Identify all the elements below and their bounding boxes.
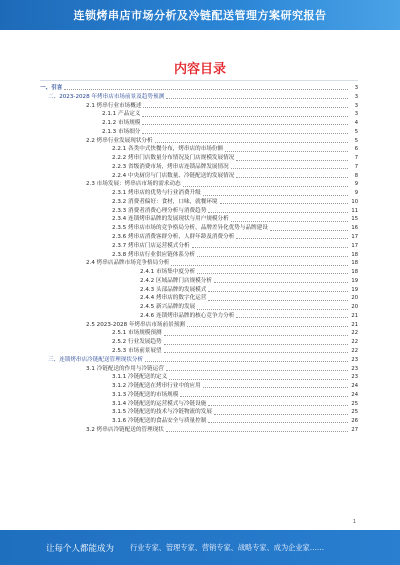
toc-entry-label: 2.1.3 市场细分 — [102, 128, 141, 135]
toc-entry[interactable] — [40, 145, 358, 154]
toc-entry-page: 20 — [351, 304, 358, 311]
toc-entry[interactable] — [40, 163, 358, 172]
toc-entry[interactable] — [40, 207, 358, 216]
toc-entry-label: 2.5.1 市场规模预测 — [112, 330, 162, 337]
toc-entry-page: 16 — [351, 225, 358, 232]
toc-dot-leader — [270, 229, 348, 231]
toc-entry[interactable] — [40, 93, 358, 102]
footer-slogan-right: 行业专家、管理专家、营销专家、战略专家、成为企业家…… — [130, 542, 325, 552]
toc-dot-leader — [183, 185, 348, 187]
toc-entry[interactable] — [40, 198, 358, 207]
toc-dot-leader — [164, 351, 348, 353]
header-banner — [0, 0, 400, 30]
toc-entry-label: 2.2.2 烤串门店数量分布情况及门店规模发展情况 — [112, 155, 235, 162]
toc-entry-page: 9 — [354, 190, 358, 197]
toc-dot-leader — [231, 167, 348, 169]
toc-entry-page: 21 — [351, 321, 358, 328]
toc-entry-label: 2.3.1 烤串店的优势与行业消费升级 — [112, 190, 201, 197]
toc-dot-leader — [155, 141, 348, 143]
toc-entry-label: 3.1.6 冷链配送的食品安全与质量控制 — [112, 418, 207, 425]
toc-entry-page: 5 — [354, 137, 358, 144]
toc-entry-label: 一、引言 — [40, 85, 63, 91]
toc-entry[interactable] — [40, 312, 358, 321]
toc-entry[interactable] — [40, 286, 358, 295]
toc-dot-leader — [208, 299, 348, 301]
toc-dot-leader — [236, 159, 348, 161]
toc-entry-page: 23 — [351, 374, 358, 381]
toc-entry[interactable] — [40, 259, 358, 268]
toc-entry-page: 11 — [351, 207, 358, 214]
toc-entry[interactable] — [40, 172, 358, 181]
toc-entry-label: 2.2.1 各类中式快餐分布，烤串店的市场份额 — [112, 146, 224, 153]
toc-entry-label: 2.4.3 头部品牌的发展模式 — [140, 286, 207, 293]
toc-dot-leader — [214, 281, 348, 283]
toc-entry-label: 3.1.1 冷链配送的定义 — [112, 374, 168, 381]
toc-dot-leader — [236, 316, 348, 318]
toc-dot-leader — [171, 264, 348, 266]
toc-dot-leader — [197, 308, 348, 310]
toc-entry[interactable] — [40, 110, 358, 119]
toc-dot-leader — [208, 211, 348, 213]
toc-divider — [40, 80, 358, 81]
toc-entry[interactable] — [40, 215, 358, 224]
toc-dot-leader — [145, 360, 348, 362]
toc-entry[interactable] — [40, 391, 358, 400]
toc-dot-leader — [192, 246, 348, 248]
toc-dot-leader — [142, 132, 348, 134]
toc-dot-leader — [203, 386, 348, 388]
toc-entry-page: 22 — [351, 330, 358, 337]
toc-dot-leader — [208, 404, 348, 406]
toc-entry-page: 5 — [354, 128, 358, 135]
toc-entry-page: 7 — [354, 163, 358, 170]
toc-entry-page: 22 — [351, 339, 358, 346]
toc-dot-leader — [187, 325, 348, 327]
toc-entry-page: 23 — [351, 365, 358, 372]
toc-entry-label: 2.1 烤串行业市场概述 — [86, 102, 142, 109]
toc-entry[interactable] — [40, 119, 358, 128]
toc-dot-leader — [180, 395, 348, 397]
toc-entry[interactable] — [40, 400, 358, 409]
toc-dot-leader — [169, 378, 348, 380]
toc-entry-label: 2.4.6 连锁烤串品牌的核心竞争力分析 — [140, 312, 235, 319]
toc-entry[interactable] — [40, 84, 358, 93]
toc-dot-leader — [142, 115, 348, 117]
toc-entry[interactable] — [40, 268, 358, 277]
toc-dot-leader — [142, 123, 348, 125]
toc-dot-leader — [236, 176, 348, 178]
toc-entry-page: 3 — [354, 111, 358, 118]
toc-entry-page: 25 — [351, 409, 358, 416]
toc-entry-page: 3 — [354, 93, 358, 100]
toc-entry-label: 2.3.2 消费者偏好：食材，口味，就餐环境 — [112, 198, 218, 205]
toc-entry-label: 2.3.7 烤串店门店运营模式分析 — [112, 242, 190, 249]
toc-entry[interactable] — [40, 329, 358, 338]
toc-entry-page: 3 — [354, 102, 358, 109]
toc-entry-label: 3.1.3 冷链配送的市场规模 — [112, 391, 179, 398]
toc-dot-leader — [225, 150, 348, 152]
toc-entry-label: 2.3.8 烤串店行业供应链体系分析 — [112, 251, 196, 258]
toc-entry-label: 三、连锁烤串店冷链配送管理现状分析 — [48, 356, 144, 363]
toc-entry-label: 2.4.4 烤串店的数字化运营 — [140, 295, 207, 302]
toc-entry-page: 6 — [354, 146, 358, 153]
toc-entry-label: 2.5.3 市场前景展望 — [112, 347, 162, 354]
toc-entry-page: 18 — [351, 260, 358, 267]
toc-entry-page: 10 — [351, 198, 358, 205]
toc-entry-label: 2.3.4 连锁烤串品牌的发展现状与用户规模分析 — [112, 216, 229, 223]
toc-entry[interactable] — [40, 233, 358, 242]
footer-banner — [0, 530, 400, 565]
toc-entry-label: 3.1 冷链配送的作用与冷链运营 — [86, 365, 164, 372]
toc-entry[interactable] — [40, 251, 358, 260]
toc-dot-leader — [166, 97, 348, 99]
toc-entry[interactable] — [40, 294, 358, 303]
toc-dot-leader — [164, 343, 348, 345]
toc-entry-page: 17 — [351, 234, 358, 241]
toc-entry[interactable] — [40, 426, 358, 435]
toc-entry-page: 25 — [351, 400, 358, 407]
toc-entry[interactable] — [40, 338, 358, 347]
toc-entry-label: 3.1.5 冷链配送的技术与冷链物流的发展 — [112, 409, 212, 416]
toc-entry-page: 4 — [354, 120, 358, 127]
toc-dot-leader — [203, 194, 348, 196]
toc-entry-page: 17 — [351, 242, 358, 249]
toc-dot-leader — [166, 369, 348, 371]
toc-entry[interactable] — [40, 408, 358, 417]
toc-entry-label: 2.3.3 消费者消费心理分析与消费趋势 — [112, 207, 207, 214]
toc-entry[interactable] — [40, 373, 358, 382]
toc-entry-page: 7 — [354, 155, 358, 162]
toc-entry-label: 3.1.2 冷链配送在烤串行业中的应用 — [112, 383, 201, 390]
toc-entry-page: 20 — [351, 295, 358, 302]
toc-entry[interactable] — [40, 154, 358, 163]
page-number: 1 — [352, 519, 356, 525]
toc-entry-label: 二、2023-2028 年烤串店市场前景及趋势预测 — [48, 93, 165, 100]
toc-entry-page: 27 — [351, 426, 358, 433]
toc-entry-page: 26 — [351, 418, 358, 425]
report-title: 连锁烤串店市场分析及冷链配送管理方案研究报告 — [73, 9, 327, 22]
toc-entry[interactable] — [40, 321, 358, 330]
toc-entry-page: 19 — [351, 277, 358, 284]
toc-heading: 内容目录 — [173, 62, 226, 77]
toc-entry[interactable] — [40, 365, 358, 374]
toc-entry-label: 2.5 2023-2028 年烤串店市场前景预测 — [86, 321, 185, 328]
toc-entry-label: 2.3 市场发展：烤串店市场的需求动态 — [86, 181, 181, 188]
toc-entry-page: 23 — [351, 356, 358, 363]
toc-dot-leader — [164, 334, 348, 336]
toc-entry[interactable] — [40, 277, 358, 286]
toc-entry-label: 2.3.5 烤串店市场的竞争格局分析，品牌差异化优势与品牌建设 — [112, 225, 268, 232]
toc-entry-page: 18 — [351, 251, 358, 258]
toc-dot-leader — [197, 255, 348, 257]
table-of-contents — [40, 84, 358, 435]
toc-dot-leader — [208, 421, 348, 423]
toc-entry[interactable] — [40, 356, 358, 365]
toc-entry[interactable] — [40, 417, 358, 426]
toc-entry-label: 2.4.2 区域品牌门店规模分析 — [140, 277, 212, 284]
toc-entry[interactable] — [40, 128, 358, 137]
toc-dot-leader — [214, 413, 348, 415]
toc-dot-leader — [197, 272, 348, 274]
toc-entry-page: 18 — [351, 269, 358, 276]
toc-dot-leader — [166, 430, 348, 432]
toc-entry-label: 2.4.1 市场集中度分析 — [140, 269, 196, 276]
toc-entry-page: 3 — [354, 85, 358, 91]
toc-entry-page: 21 — [351, 312, 358, 319]
toc-dot-leader — [64, 88, 348, 90]
toc-entry-page: 15 — [351, 216, 358, 223]
toc-entry[interactable] — [40, 180, 358, 189]
toc-entry[interactable] — [40, 303, 358, 312]
toc-entry-page: 9 — [354, 181, 358, 188]
toc-entry-label: 2.3.6 烤串店消费客群分析，人群年龄及消费分析 — [112, 234, 235, 241]
toc-entry-label: 2.2.4 中央厨房与门店数量、冷链配送的发展情况 — [112, 172, 235, 179]
toc-entry-page: 19 — [351, 286, 358, 293]
toc-entry-label: 2.2.3 省级消费市场，烤串店连锁品牌发展情况 — [112, 163, 229, 170]
toc-entry-page: 24 — [351, 391, 358, 398]
toc-entry-label: 2.1.2 市场规模 — [102, 120, 141, 127]
toc-entry-page: 24 — [351, 383, 358, 390]
toc-entry[interactable] — [40, 224, 358, 233]
toc-dot-leader — [231, 220, 348, 222]
toc-entry-page: 22 — [351, 347, 358, 354]
toc-dot-leader — [143, 106, 348, 108]
footer-slogan-left: 让每个人都能成为 — [46, 543, 115, 554]
toc-entry[interactable] — [40, 242, 358, 251]
toc-dot-leader — [236, 237, 348, 239]
toc-entry[interactable] — [40, 347, 358, 356]
toc-entry-label: 3.2 烤串店冷链配送的管理现状 — [86, 426, 164, 433]
toc-entry-label: 2.2 烤串行业发展现状分析 — [86, 137, 153, 144]
toc-entry[interactable] — [40, 137, 358, 146]
toc-entry-page: 8 — [354, 172, 358, 179]
toc-entry[interactable] — [40, 102, 358, 111]
toc-entry[interactable] — [40, 382, 358, 391]
toc-entry[interactable] — [40, 189, 358, 198]
toc-dot-leader — [208, 290, 348, 292]
toc-entry-label: 2.1.1 产品定义 — [102, 111, 141, 118]
toc-entry-label: 2.4 烤串店品牌市场竞争格局分析 — [86, 260, 170, 267]
toc-dot-leader — [220, 202, 348, 204]
toc-entry-label: 2.4.5 新兴品牌的发展 — [140, 304, 196, 311]
toc-entry-label: 3.1.4 冷链配送的运营模式与冷链设施 — [112, 400, 207, 407]
toc-entry-label: 2.5.2 行业发展趋势 — [112, 339, 162, 346]
